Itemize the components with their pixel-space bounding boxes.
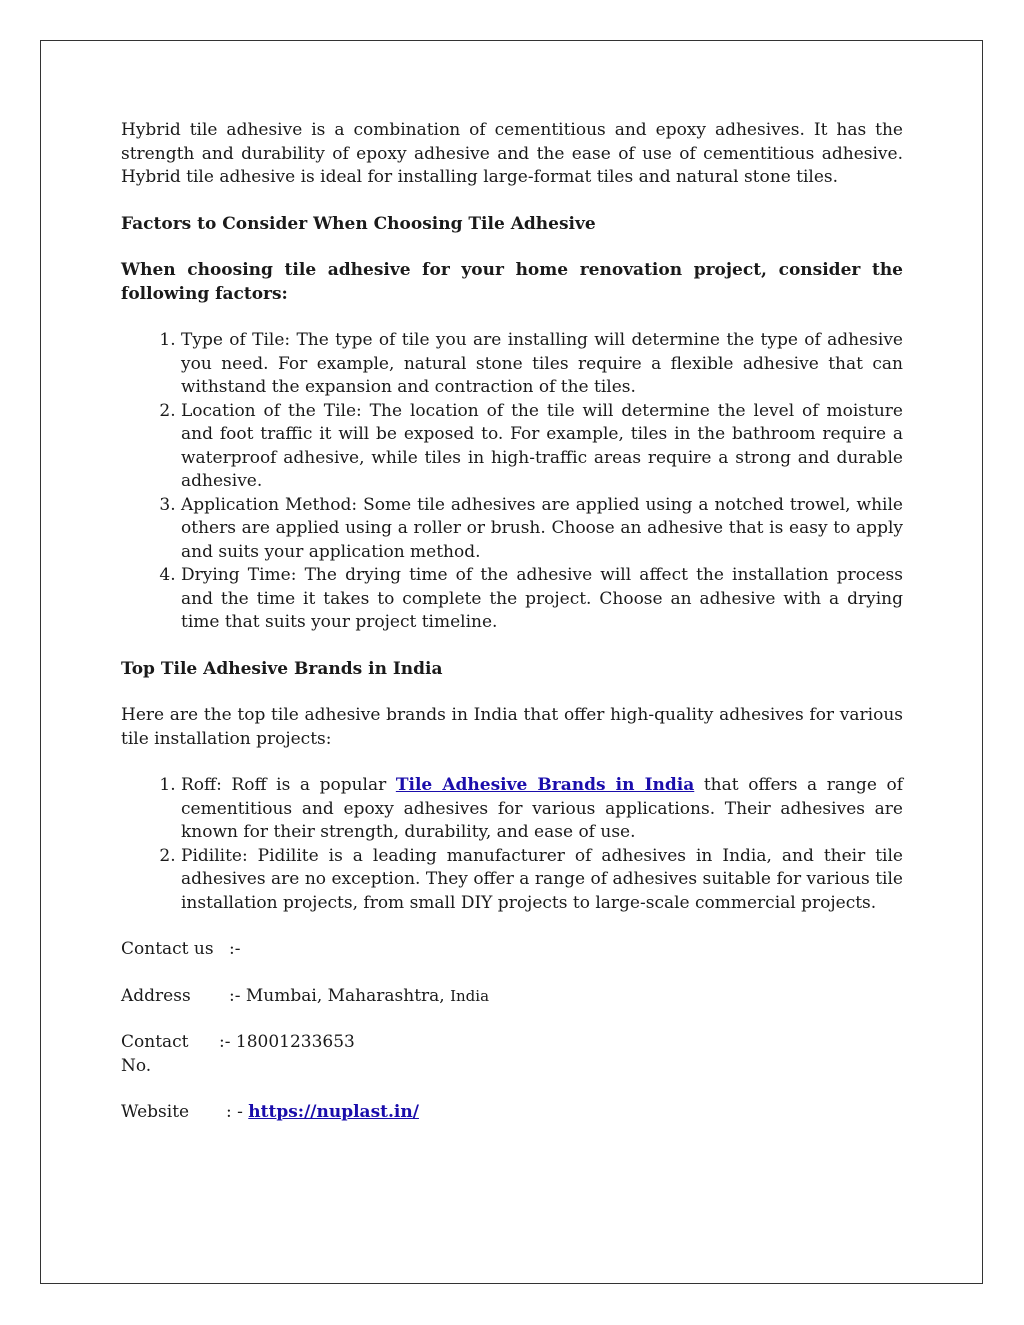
website-link[interactable]: https://nuplast.in/ (248, 1102, 419, 1122)
factors-heading: Factors to Consider When Choosing Tile Adhesive (121, 213, 596, 234)
contact-us-separator: :- (229, 939, 241, 959)
list-item: 2. Pidilite: Pidilite is a leading manufacturer of adhesives in India, and their tile adhesives are no exception. They offer a range of adhesives suitable for various tile installation projects, from small DIY projects to large-scale commercial projects. (181, 845, 903, 916)
roff-text-suffix: that offers a range of cementitious and epoxy adhesives for various applications. Their adhesives are known for their strength, durability, and ease of use. (181, 775, 903, 842)
contact-us-label: Contact us (121, 939, 214, 959)
address-country: India (450, 986, 490, 1005)
factors-intro: When choosing tile adhesive for your home renovation project, consider the following factors: (121, 260, 903, 304)
intro-paragraph: Hybrid tile adhesive is a combination of cementitious and epoxy adhesives. It has the strength and durability of epoxy adhesive and the ease of use of cementitious adhesive. Hybrid tile adhesive is ideal for installing large-format tiles and natural stone tiles. (121, 120, 903, 187)
list-item: 2. Location of the Tile: The location of the tile will determine the level of moisture and foot traffic it will be exposed to. For example, tiles in the bathroom require a waterproof adhesive, while tiles in high-traffic areas require a strong and durable adhesive. (181, 400, 903, 494)
contact-us-line (121, 938, 903, 962)
phone-line (121, 1031, 903, 1078)
website-separator: : - (226, 1102, 249, 1122)
website-label: Website (121, 1102, 190, 1122)
address-separator: :- (229, 985, 246, 1006)
document-body (121, 119, 903, 1125)
brands-heading: Top Tile Adhesive Brands in India (121, 658, 443, 679)
address-label: Address (121, 985, 191, 1006)
factors-list (121, 329, 903, 635)
list-item: 3. Application Method: Some tile adhesives are applied using a notched trowel, while others are applied using a roller or brush. Choose an adhesive that is easy to apply and suits your application method. (181, 494, 903, 565)
address-line (121, 985, 903, 1009)
website-line (121, 1101, 903, 1125)
address-city: Mumbai, Maharashtra, (245, 985, 451, 1006)
phone-separator: :- (219, 1032, 236, 1052)
phone-label: Contact No. (121, 1032, 189, 1076)
list-item: 1. Type of Tile: The type of tile you are installing will determine the type of adhesive you need. For example, natural stone tiles require a flexible adhesive that can withstand the expansion and contraction of the tiles. (181, 329, 903, 400)
address-value (246, 985, 489, 1009)
brands-list (121, 774, 903, 915)
roff-text-prefix: Roff: Roff is a popular (181, 775, 396, 795)
brands-intro: Here are the top tile adhesive brands in India that offer high-quality adhesives for various tile installation projects: (121, 705, 903, 749)
list-item (181, 774, 903, 845)
tile-adhesive-brands-link[interactable]: Tile Adhesive Brands in India (395, 775, 695, 795)
phone-value: 18001233653 (235, 1032, 355, 1052)
list-item: 4. Drying Time: The drying time of the adhesive will affect the installation process and the time it takes to complete the project. Choose an adhesive with a drying time that suits your project timeline. (181, 564, 903, 635)
